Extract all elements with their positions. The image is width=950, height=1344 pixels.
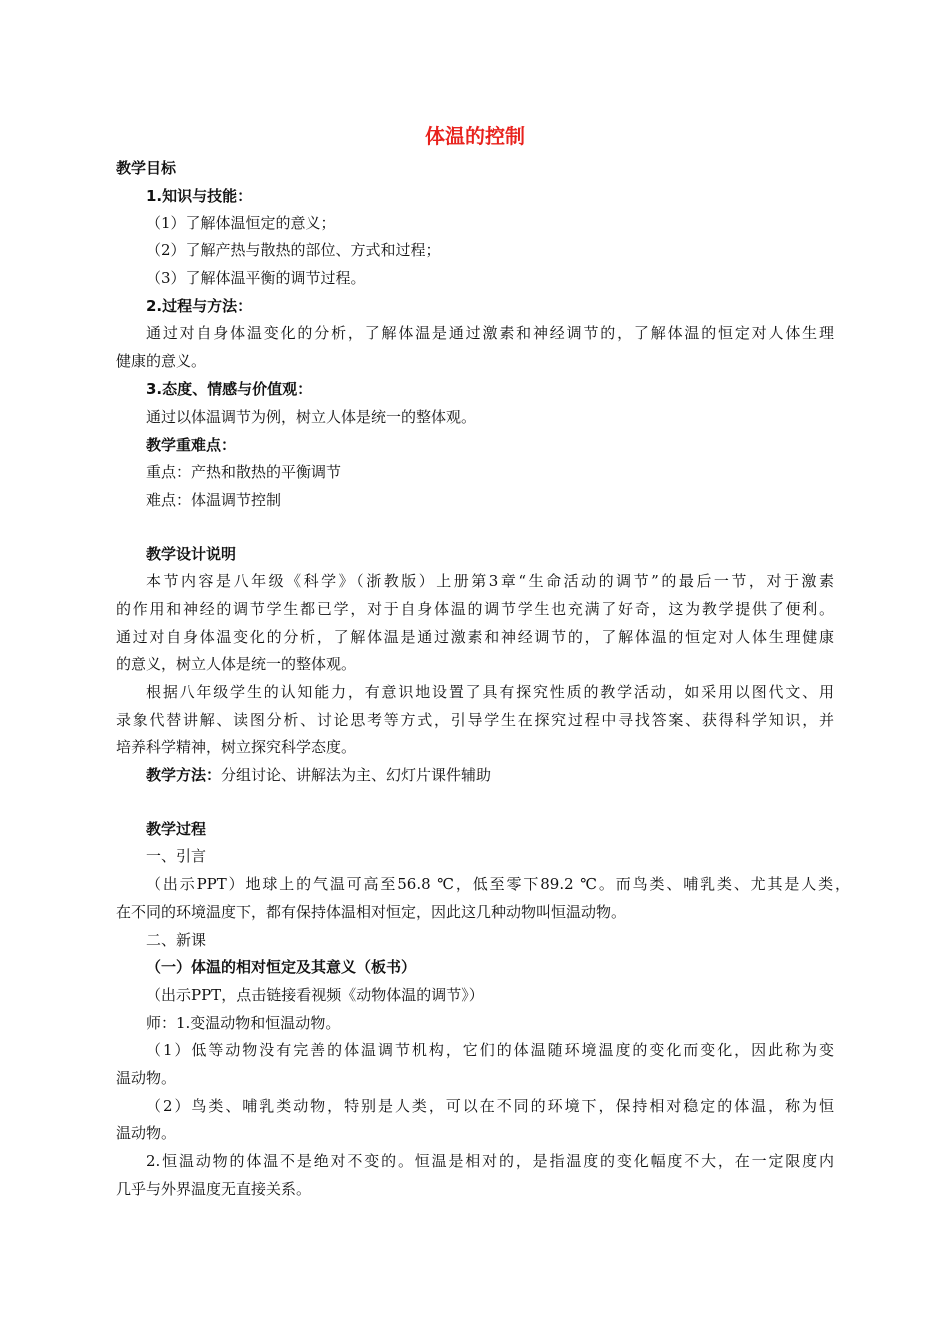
intro-text-line-2: 在不同的环境温度下，都有保持体温相对恒定，因此这几种动物叫恒温动物。: [116, 903, 627, 921]
teaching-method-line: [146, 765, 491, 785]
design-para1-line-3: 通过对自身体温变化的分析，了解体温是通过激素和神经调节的，了解体温的恒定对人体生理健康: [116, 628, 834, 646]
design-para1-line-4: 的意义，树立人体是统一的整体观。: [116, 655, 357, 673]
design-para1-line-2: 的作用和神经的调节学生都已学，对于自身体温的调节学生也充满了好奇，这为教学提供了便利。: [116, 600, 834, 618]
heading-key-difficult-points: 教学重难点：: [146, 436, 237, 454]
goal-item-3: （3）了解体温平衡的调节过程。: [146, 269, 366, 287]
design-para2-line-3: 培养科学精神，树立探究科学态度。: [116, 738, 357, 756]
process-text-line-1: 通过对自身体温变化的分析，了解体温是通过激素和神经调节的，了解体温的恒定对人体生理: [146, 324, 834, 342]
point-2-line-1: 2.恒温动物的体温不是绝对不变的。恒温是相对的，是指温度的变化幅度不大，在一定限度内: [146, 1152, 834, 1170]
section-new-lesson: 二、新课: [146, 931, 207, 949]
heading-design-notes: 教学设计说明: [146, 545, 237, 563]
attitude-text: 通过以体温调节为例，树立人体是统一的整体观。: [146, 408, 477, 426]
design-para2-line-1: 根据八年级学生的认知能力，有意识地设置了具有探究性质的教学活动，如采用以图代文、用: [146, 683, 834, 701]
teaching-method-text: 分组讨论、讲解法为主、幻灯片课件辅助: [221, 766, 492, 784]
intro-text-line-1: （出示PPT）地球上的气温可高至56.8 ℃，低至零下89.2 ℃。而鸟类、哺乳类、尤其是人类，: [146, 875, 850, 893]
teacher-point-1: 师：1.变温动物和恒温动物。: [146, 1014, 341, 1032]
design-para2-line-2: 录象代替讲解、读图分析、讨论思考等方式，引导学生在探究过程中寻找答案、获得科学知识，并: [116, 711, 834, 729]
ppt-video-note: （出示PPT，点击链接看视频《动物体温的调节》）: [146, 986, 484, 1004]
point-2-line-2: 几乎与外界温度无直接关系。: [116, 1180, 312, 1198]
goal-item-2: （2）了解产热与散热的部位、方式和过程；: [146, 241, 441, 259]
point-1-2-line-2: 温动物。: [116, 1124, 177, 1142]
subheading-process-methods: 2.过程与方法：: [146, 297, 253, 315]
point-1-1-line-1: （1）低等动物没有完善的体温调节机构，它们的体温随环境温度的变化而变化，因此称为变: [146, 1041, 834, 1059]
subheading-attitude-values: 3.态度、情感与价值观：: [146, 380, 313, 398]
difficult-point-text: 难点：体温调节控制: [146, 491, 282, 509]
point-1-2-line-1: （2）鸟类、哺乳类动物，特别是人类，可以在不同的环境下，保持相对稳定的体温，称为恒: [146, 1097, 834, 1115]
subsection-constant-temperature: （一）体温的相对恒定及其意义（板书）: [146, 958, 417, 976]
subheading-knowledge-skills: 1.知识与技能：: [146, 187, 253, 205]
process-text-line-2: 健康的意义。: [116, 352, 207, 370]
heading-teaching-process: 教学过程: [146, 820, 207, 838]
design-para1-line-1: 本节内容是八年级《科学》（浙教版）上册第3章“生命活动的调节”的最后一节，对于激素: [146, 572, 834, 590]
key-point-text: 重点：产热和散热的平衡调节: [146, 463, 342, 481]
heading-teaching-goals: 教学目标: [116, 159, 177, 177]
document-title: 体温的控制: [425, 124, 525, 148]
point-1-1-line-2: 温动物。: [116, 1069, 177, 1087]
section-introduction: 一、引言: [146, 847, 207, 865]
teaching-method-label: 教学方法：: [146, 766, 222, 784]
goal-item-1: （1）了解体温恒定的意义；: [146, 214, 336, 232]
